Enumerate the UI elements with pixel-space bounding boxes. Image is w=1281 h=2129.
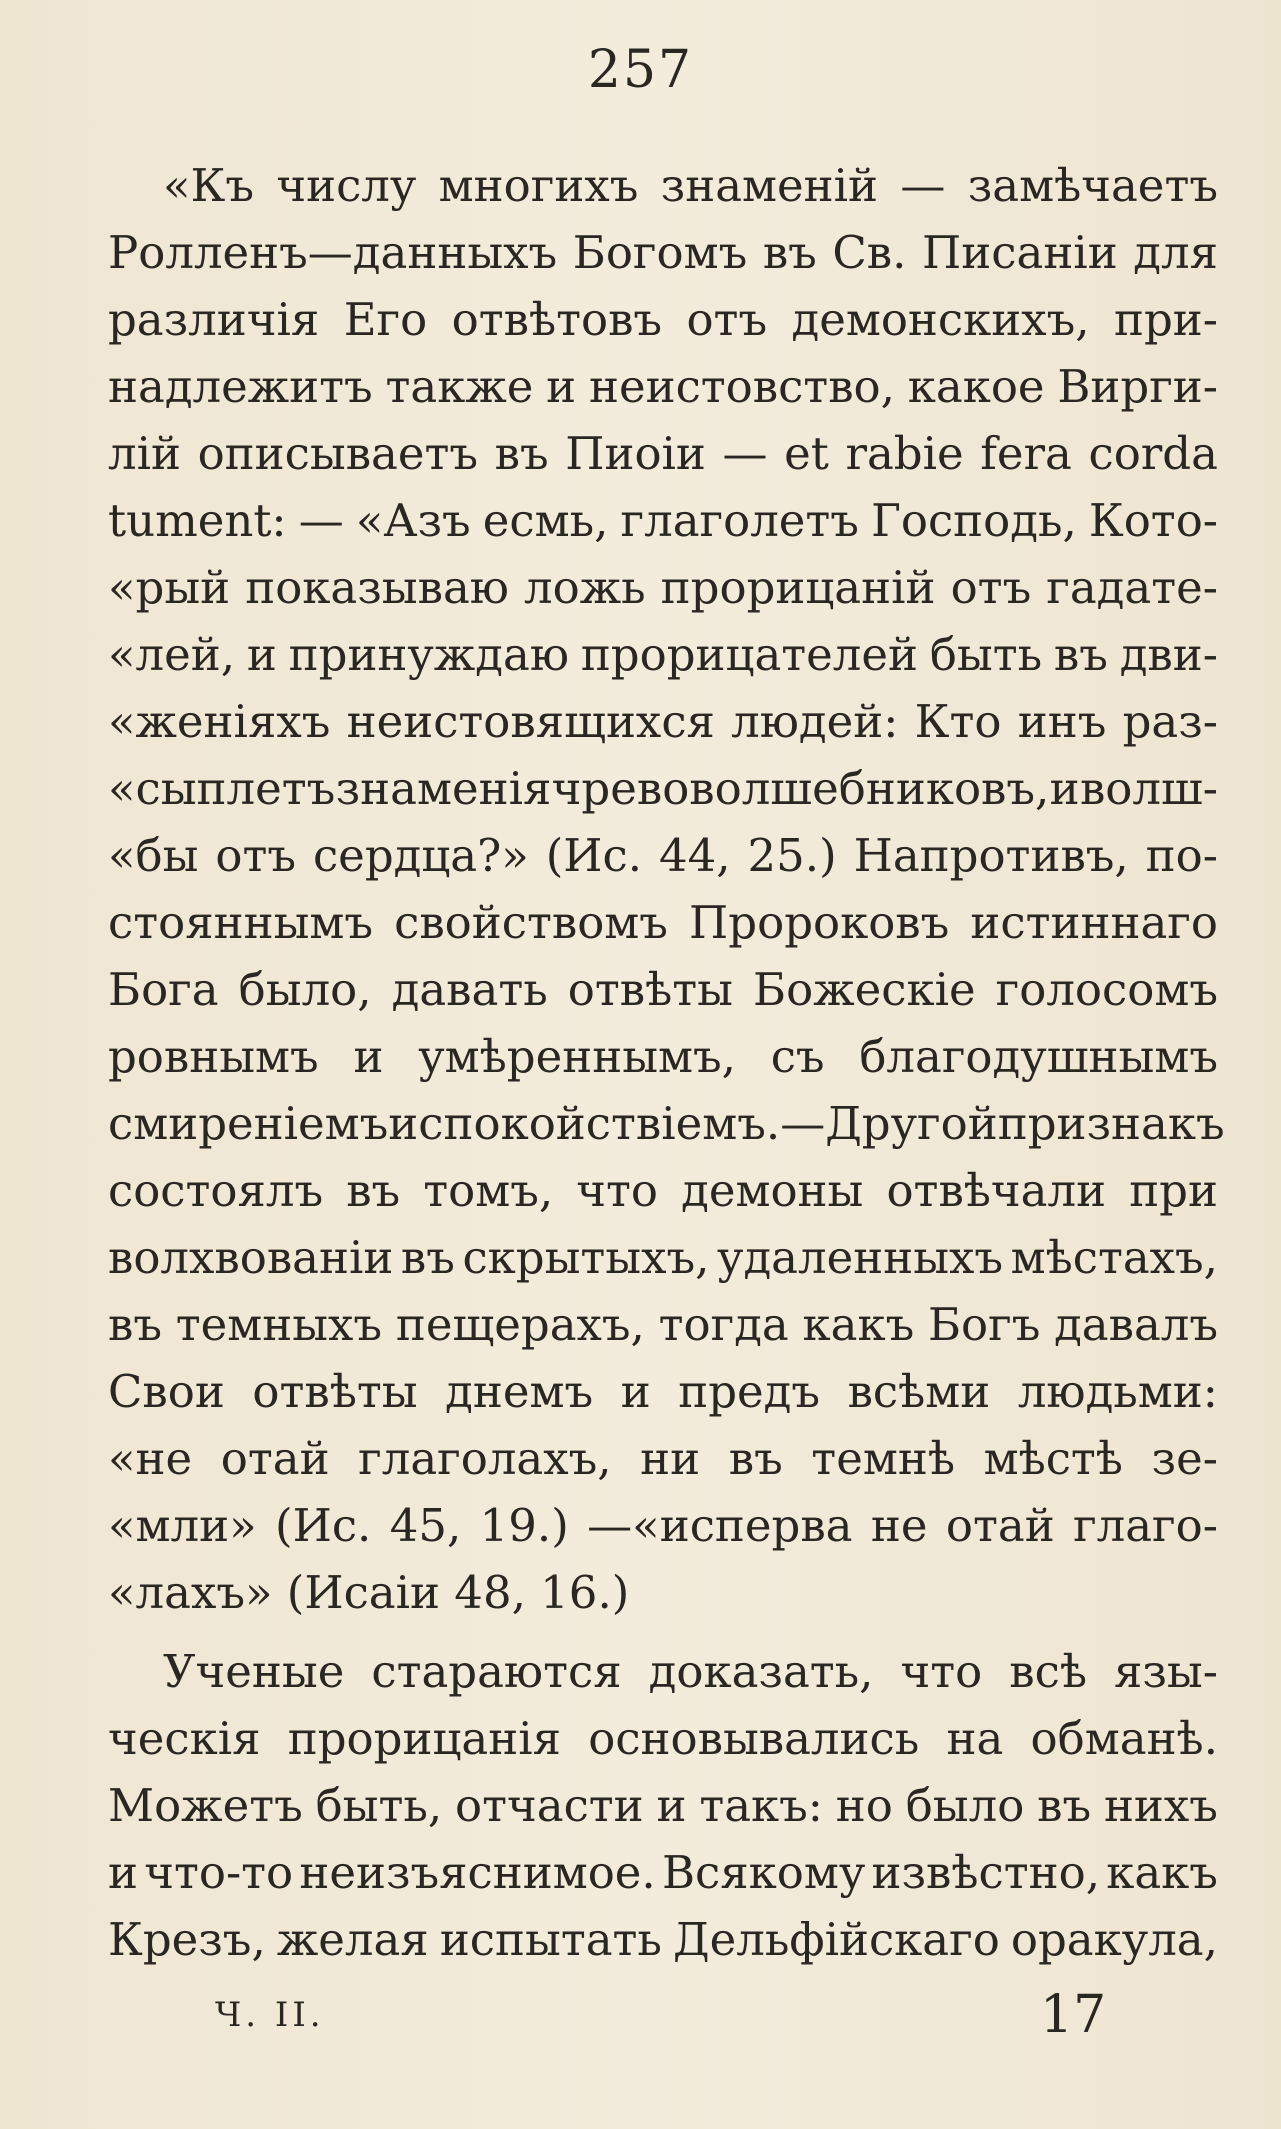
text-line: Можетъ быть, отчасти и такъ: но было въ нихъ bbox=[108, 1779, 1218, 1832]
text-line: «женіяхъ неистовящихся людей: Кто инъ раз- bbox=[108, 695, 1218, 748]
paragraph-2 bbox=[108, 1638, 1218, 1973]
text-line: «мли» (Ис. 45, 19.) —«исперва не отай глаго- bbox=[108, 1499, 1218, 1552]
text-line: Крезъ, желая испытать Дельфійскаго оракула, bbox=[108, 1913, 1218, 1966]
text-line: «сыплетъ знаменія чревоволшебниковъ, и волш- bbox=[108, 762, 1218, 815]
text-line: надлежитъ также и неистовство, какое Вирги- bbox=[108, 360, 1218, 413]
paragraph-1 bbox=[108, 152, 1225, 1626]
text-line: «бы отъ сердца?» (Ис. 44, 25.) Напротивъ, по- bbox=[108, 829, 1218, 882]
text-line: стояннымъ свойствомъ Пророковъ истиннаго bbox=[108, 896, 1218, 949]
text-line: волхвованіи въ скрытыхъ, удаленныхъ мѣстахъ, bbox=[108, 1231, 1218, 1284]
text-line: «рый показываю ложь прорицаній отъ гадате- bbox=[108, 561, 1218, 614]
text-line: Ролленъ—данныхъ Богомъ въ Св. Писаніи для bbox=[108, 226, 1218, 279]
text-line: Свои отвѣты днемъ и предъ всѣми людьми: bbox=[108, 1365, 1218, 1418]
sheet-number: 17 bbox=[1040, 1985, 1107, 2045]
text-line: ческія прорицанія основывались на обманѣ. bbox=[108, 1712, 1218, 1765]
body-text bbox=[108, 152, 1225, 1973]
signature-mark: Ч. II. bbox=[215, 1995, 325, 2035]
text-line: различія Его отвѣтовъ отъ демонскихъ, при- bbox=[108, 293, 1218, 346]
text-line: «не отай глаголахъ, ни въ темнѣ мѣстѣ зе- bbox=[108, 1432, 1218, 1485]
text-line: и что-то неизъяснимое. Всякому извѣстно, какъ bbox=[108, 1846, 1218, 1899]
text-line: лій описываетъ въ Пиоіи — et rabie fera corda bbox=[108, 427, 1218, 480]
text-line: ровнымъ и умѣреннымъ, съ благодушнымъ bbox=[108, 1030, 1218, 1083]
text-line: состоялъ въ томъ, что демоны отвѣчали при bbox=[108, 1164, 1218, 1217]
text-line: «Къ числу многихъ знаменій — замѣчаетъ bbox=[163, 159, 1218, 212]
page-number: 257 bbox=[587, 40, 694, 100]
text-line: tument: — «Азъ есмь, глаголетъ Господь, Кото- bbox=[108, 494, 1218, 547]
text-line: «лей, и принуждаю прорицателей быть въ дви- bbox=[108, 628, 1218, 681]
text-line: Бога было, давать отвѣты Божескіе голосомъ bbox=[108, 963, 1218, 1016]
text-line: «лахъ» (Исаіи 48, 16.) bbox=[108, 1566, 630, 1619]
text-line: въ темныхъ пещерахъ, тогда какъ Богъ давалъ bbox=[108, 1298, 1218, 1351]
text-line: Ученые стараются доказать, что всѣ язы- bbox=[163, 1645, 1218, 1698]
text-line: смиреніемъ и спокойствіемъ. —Другой признакъ bbox=[108, 1097, 1225, 1150]
